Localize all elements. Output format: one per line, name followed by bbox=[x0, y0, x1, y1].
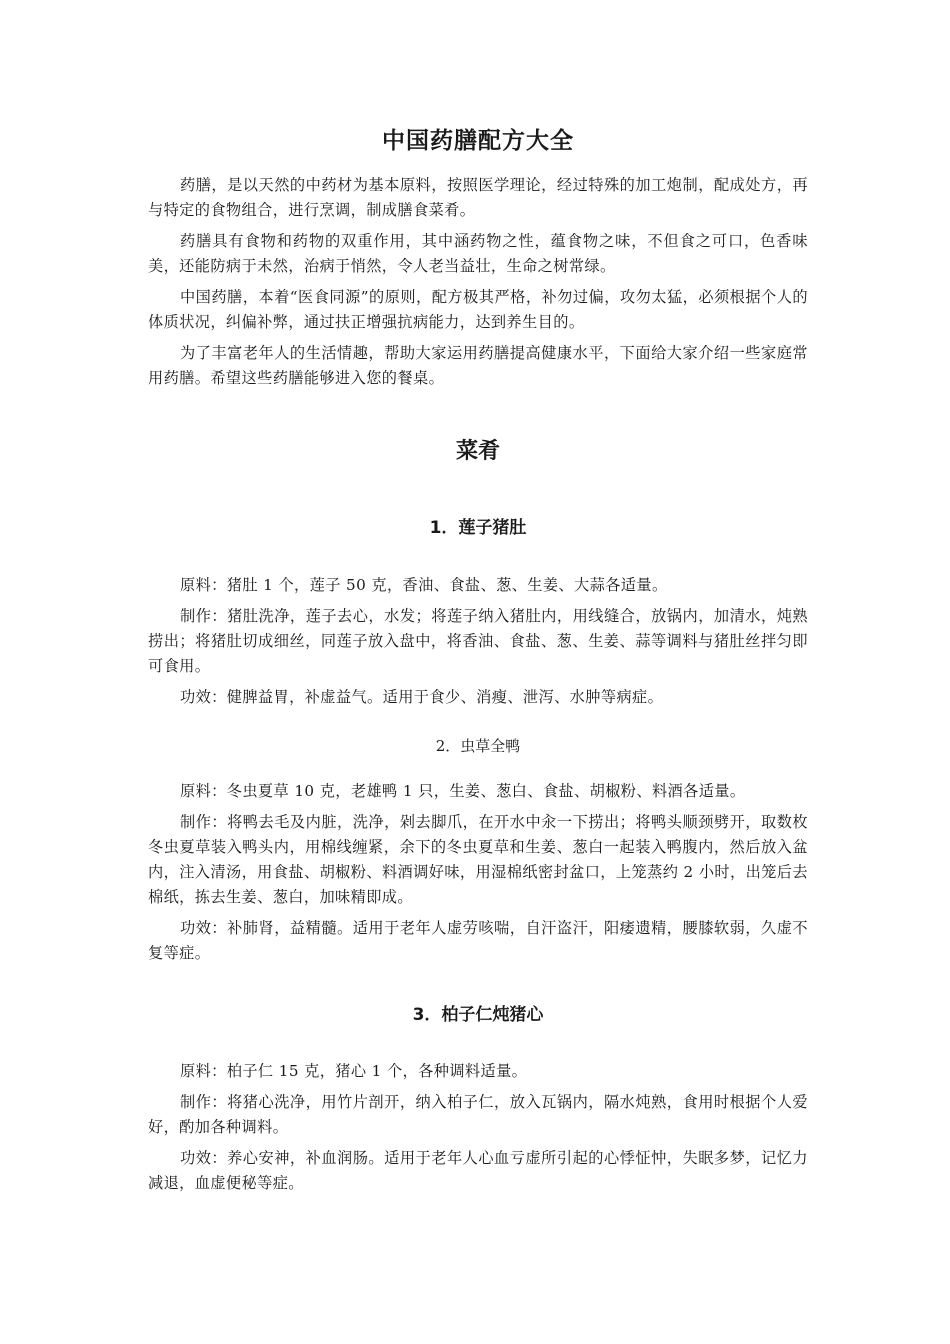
recipe-ingredients: 原料：猪肚 1 个，莲子 50 克，香油、食盐、葱、生姜、大蒜各适量。 bbox=[180, 576, 668, 594]
intro-paragraph: 药膳具有食物和药物的双重作用，其中涵药物之性，蕴食物之味，不但食之可口，色香味美，还能防病于未然，治病于悄然，令人老当益壮，生命之树常绿。 bbox=[148, 232, 808, 275]
recipe-effect: 功效：补肺肾，益精髓。适用于老年人虚劳咳喘，自汗盗汗，阳痿遗精，腰膝软弱，久虚不复等症。 bbox=[148, 919, 808, 962]
recipe-title: 1．莲子猪肚 bbox=[429, 518, 527, 538]
recipe-ingredients: 原料：冬虫夏草 10 克，老雄鸭 1 只，生姜、葱白、食盐、胡椒粉、料酒各适量。 bbox=[180, 782, 746, 800]
document-title: 中国药膳配方大全 bbox=[382, 128, 574, 154]
recipe-effect: 功效：养心安神，补血润肠。适用于老年人心血亏虚所引起的心悸怔忡，失眠多梦，记忆力减退，血虚便秘等症。 bbox=[148, 1149, 808, 1192]
recipe-title: 2．虫草全鸭 bbox=[435, 737, 521, 755]
recipe-ingredients: 原料：柏子仁 15 克，猪心 1 个，各种调料适量。 bbox=[180, 1062, 528, 1080]
section-heading: 菜肴 bbox=[455, 439, 500, 464]
recipe-method: 制作：将鸭去毛及内脏，洗净，剁去脚爪，在开水中汆一下捞出；将鸭头顺颈劈开，取数枚冬虫夏草装入鸭头内，用棉线缠紧，余下的冬虫夏草和生姜、葱白一起装入鸭腹内，然后放入盆内，注入清汤，用食盐、胡椒粉、料酒调好味，用湿棉纸密封盆口，上笼蒸约 2 小时，出笼后去棉纸，拣去生姜、葱白，加味精即成。 bbox=[148, 813, 808, 906]
intro-section bbox=[148, 173, 808, 397]
recipe-method: 制作：猪肚洗净，莲子去心，水发；将莲子纳入猪肚内，用线缝合，放锅内，加清水，炖熟捞出；将猪肚切成细丝，同莲子放入盘中，将香油、食盐、葱、生姜、蒜等调料与猪肚丝拌匀即可食用。 bbox=[148, 607, 808, 675]
intro-paragraph: 药膳，是以天然的中药材为基本原料，按照医学理论，经过特殊的加工炮制，配成处方，再与特定的食物组合，进行烹调，制成膳食菜肴。 bbox=[148, 176, 808, 219]
intro-paragraph: 中国药膳，本着“医食同源”的原则，配方极其严格，补勿过偏，攻勿太猛，必须根据个人的体质状况，纠偏补弊，通过扶正增强抗病能力，达到养生目的。 bbox=[148, 288, 808, 331]
recipe-effect: 功效：健脾益胃，补虚益气。适用于食少、消瘦、泄泻、水肿等病症。 bbox=[180, 688, 664, 706]
recipe-method: 制作：将猪心洗净，用竹片剖开，纳入柏子仁，放入瓦锅内，隔水炖熟，食用时根据个人爱好，酌加各种调料。 bbox=[148, 1093, 808, 1136]
recipe-body bbox=[148, 1059, 808, 1202]
recipe-title: 3．柏子仁炖猪心 bbox=[412, 1005, 544, 1025]
recipe-body bbox=[148, 779, 808, 972]
intro-paragraph: 为了丰富老年人的生活情趣，帮助大家运用药膳提高健康水平，下面给大家介绍一些家庭常用药膳。希望这些药膳能够进入您的餐桌。 bbox=[148, 344, 808, 387]
recipe-body bbox=[148, 573, 808, 716]
